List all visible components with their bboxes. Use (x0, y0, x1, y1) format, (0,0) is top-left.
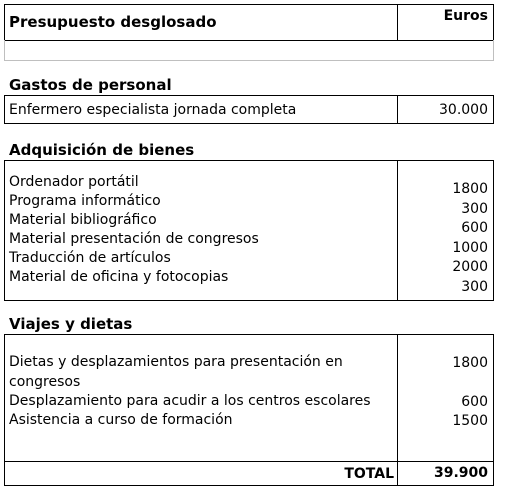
blank-row-right (493, 40, 494, 60)
bienes-column-separator (397, 160, 398, 301)
bienes-item-label: Programa informático (9, 193, 161, 209)
left-border-header (4, 4, 5, 41)
personal-bottom-border (4, 123, 494, 124)
bienes-item-label: Ordenador portátil (9, 174, 139, 190)
bienes-item-amount: 2000 (452, 259, 488, 275)
bienes-item-label: Material presentación de congresos (9, 231, 259, 247)
table-top-border (4, 4, 494, 5)
personal-column-separator (397, 95, 398, 124)
section-heading-viajes: Viajes y dietas (9, 315, 133, 333)
section-heading-bienes: Adquisición de bienes (9, 141, 195, 159)
personal-item-label: Enfermero especialista jornada completa (9, 102, 297, 118)
personal-item-amount: 30.000 (439, 102, 488, 118)
viajes-item-amount: 1500 (452, 413, 488, 429)
bienes-item-label: Traducción de artículos (9, 250, 171, 266)
viajes-item-amount: 600 (461, 394, 488, 410)
total-amount: 39.900 (433, 465, 488, 481)
bienes-bottom-border (4, 300, 494, 301)
section-heading-personal: Gastos de personal (9, 76, 172, 94)
bienes-left-border (4, 160, 5, 301)
viajes-item-label: Asistencia a curso de formación (9, 412, 233, 428)
header-bottom-border (4, 40, 494, 41)
viajes-left-border (4, 334, 5, 486)
viajes-item-label: congresos (9, 374, 81, 390)
currency-header: Euros (443, 8, 488, 24)
bienes-item-amount: 1800 (452, 181, 488, 197)
bienes-top-border (4, 160, 494, 161)
viajes-item-label: Desplazamiento para acudir a los centros escolares (9, 393, 371, 409)
personal-top-border (4, 95, 494, 96)
table-bottom-border (4, 485, 494, 486)
viajes-item-amount: 1800 (452, 355, 488, 371)
bienes-item-amount: 300 (461, 201, 488, 217)
bienes-item-label: Material bibliográfico (9, 212, 157, 228)
viajes-top-border (4, 334, 494, 335)
budget-title: Presupuesto desglosado (9, 13, 217, 31)
bienes-right-border (493, 160, 494, 301)
blank-row-bottom (4, 60, 494, 61)
total-top-border (4, 461, 494, 462)
viajes-column-separator (397, 334, 398, 486)
bienes-item-amount: 1000 (452, 240, 488, 256)
total-label: TOTAL (344, 466, 394, 482)
personal-right-border (493, 95, 494, 124)
viajes-right-border (493, 334, 494, 486)
viajes-item-label: Dietas y desplazamientos para presentación en (9, 354, 343, 370)
bienes-item-amount: 600 (461, 220, 488, 236)
right-border-header (493, 4, 494, 41)
budget-table (4, 4, 494, 486)
column-separator-header (397, 4, 398, 41)
personal-left-border (4, 95, 5, 124)
bienes-item-label: Material de oficina y fotocopias (9, 269, 229, 285)
blank-row-left (4, 40, 5, 60)
bienes-item-amount: 300 (461, 279, 488, 295)
